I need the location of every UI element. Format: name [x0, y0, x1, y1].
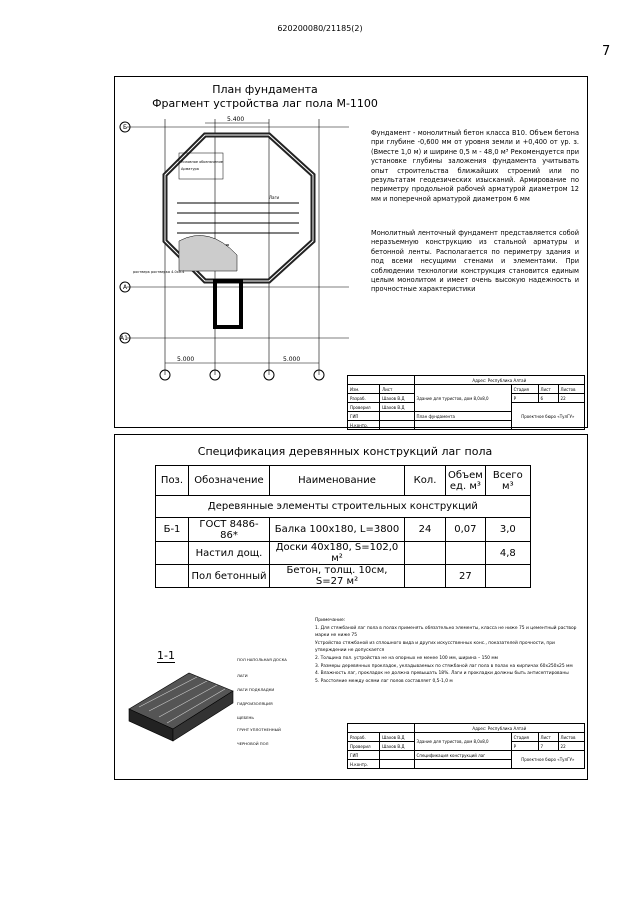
axis-a1-label: А1	[120, 335, 128, 342]
section-label: 1-1	[157, 649, 175, 662]
spec-head: Всего м³	[485, 466, 530, 496]
foundation-note: ростверк ростверка 4.0x0.4	[133, 270, 185, 274]
note-line: Примечание:	[315, 618, 346, 623]
spec-cell: Балка 100x180, L=3800	[270, 518, 405, 542]
tb-cell: Шахов В.Д	[380, 742, 414, 751]
spec-cell	[485, 565, 530, 588]
spec-cell	[156, 565, 189, 588]
layer-label: ГИДРОИЗОЛЯЦИЯ	[237, 701, 273, 706]
dim-total: 5.400	[227, 116, 245, 123]
tb-cell: ГИП	[348, 751, 380, 760]
tb-cell: Лист	[380, 385, 414, 394]
spec-title: Спецификация деревянных конструкций лаг пола	[197, 445, 493, 458]
notes-block	[315, 617, 579, 685]
specification-sheet	[114, 434, 588, 780]
axis-a-label: А	[123, 284, 128, 291]
tb-cell: Шахов В.Д	[380, 394, 414, 403]
stage-head: Стадия	[511, 733, 538, 742]
foundation-plan-sheet	[114, 76, 588, 428]
foundation-description: Фундамент - монолитный бетон класса В10. Объем бетона при глубине -0,600 мм от уровня земли и +0,400 от ур. з. (Вместе 1,0 м) и ширине 0,5 м - 48,0 м³ Рекомендуется при установке глубины заложения фундамента учитывать опыт строительства ближайших строений или по результатам геодезических изысканий. Армирование по периметру продольной рабочей арматурой диаметром 12 мм и поперечной арматурой диаметром 6 мм	[371, 129, 579, 203]
tb-cell: Н.контр.	[348, 421, 380, 430]
axis-b-label: Б	[123, 124, 128, 131]
plan-title: План фундамента	[212, 83, 318, 96]
lag-note: Лаги	[269, 195, 280, 200]
note-line: 1. Для стяжбаной лаг пола в полах применять обязательно элементы, класса не ниже 75 и цементный раствор марки не ниже 75	[315, 625, 577, 639]
sheets-val: 22	[558, 742, 584, 751]
spec-cell: ГОСТ 8486-86*	[189, 518, 270, 542]
spec-cell: Пол бетонный	[189, 565, 270, 588]
tb-cell: Проверил	[348, 403, 380, 412]
spec-head: Объем ед. м³	[446, 466, 486, 496]
sheets-val: 22	[558, 394, 584, 403]
note-line: 2. Толщина пол. устройства не на опорных не менее 100 мм, ширина – 150 мм	[315, 655, 498, 661]
floor-section-drawing	[125, 661, 237, 753]
note-line: 3. Размеры деревянных прокладок, укладываемых по стяжбаной лаг пола в полах на кирпичах 60x250x25 мм	[315, 663, 573, 669]
tb-cell: Проверил	[348, 742, 380, 751]
spec-cell: 24	[405, 518, 446, 542]
note-line: 5. Расстояние между осями лаг полов составляет 0,5-1,0 м	[315, 678, 453, 684]
title-block	[347, 723, 585, 769]
layer-label: ЧЕРНОВОЙ ПОЛ	[237, 741, 269, 746]
tb-cell: ГИП	[348, 412, 380, 421]
tb-cell: Разраб.	[348, 733, 380, 742]
dim-left: 5.000	[177, 356, 195, 363]
arm-note: Арматура	[181, 167, 199, 171]
title-block	[347, 375, 585, 430]
monolith-description: Монолитный ленточный фундамент представляется собой неразъемную конструкцию из стальной арматуры и бетонной ленты. Располагается по периметру здания и под всеми несущими стенами и элементами. При соблюдении технологии конструкция становится единым целым монолитом и имеет очень высокую надежность и прочностные характеристики	[371, 229, 579, 294]
spec-cell: 27	[446, 565, 486, 588]
spec-cell	[446, 542, 486, 565]
drawing-name: Спецификация конструкций лаг	[414, 751, 511, 760]
layer-label: ЩЕБЕНЬ	[237, 715, 255, 720]
sheet-val: 6	[538, 394, 558, 403]
dim-right: 5.000	[283, 356, 301, 363]
tb-cell: Шахов В.Д	[380, 403, 414, 412]
spec-cell: Б-1	[156, 518, 189, 542]
stage-val: Р	[511, 394, 538, 403]
spec-section: Деревянные элементы строительных конструкций	[156, 496, 531, 518]
project-name: Здание для туристов, дом 8,0x8,0	[414, 733, 511, 751]
tb-cell: Разраб.	[348, 394, 380, 403]
layer-label: ЛАГИ ПОДКЛАДКИ	[237, 687, 275, 692]
cad-note: Условное обозначение	[181, 160, 223, 164]
spec-cell: 0,07	[446, 518, 486, 542]
layer-label: ПОЛ НАПОЛЬНАЯ ДОСКА	[237, 657, 287, 662]
document-number: 620200080/21185(2)	[277, 24, 363, 33]
org-name: Проектное бюро «ТулГУ»	[511, 751, 584, 769]
spec-cell: Бетон, толщ. 10см, S=27 м²	[270, 565, 405, 588]
layer-label: ГРУНТ УПЛОТНЕННЫЙ	[237, 727, 281, 732]
sheets-head: Листов	[558, 385, 584, 394]
note-line: 4. Влажность лаг, прокладок не должна превышать 18%. Лаги и прокладки должны быть антисептированы	[315, 671, 569, 677]
note-line: Устройство стяжбаной из сплошного вида и других искусственных конс., показателей прочности, при утверждении не допускается	[315, 640, 555, 654]
org-name: Проектное бюро «ТулГУ»	[511, 403, 584, 430]
spec-head: Поз.	[156, 466, 189, 496]
project-name: Здание для туристов, дом 8,0x8,0	[414, 385, 511, 412]
page-number: 7	[602, 44, 611, 59]
spec-head: Кол.	[405, 466, 446, 496]
spec-cell: Доски 40x180, S=102,0 м²	[270, 542, 405, 565]
tb-cell: Н.контр.	[348, 760, 380, 769]
stage-val: Р	[511, 742, 538, 751]
spec-head: Обозначение	[189, 466, 270, 496]
spec-cell: 4,8	[485, 542, 530, 565]
address-cell: Адрес: Республика Алтай	[414, 376, 584, 385]
stage-head: Стадия	[511, 385, 538, 394]
spec-cell	[405, 542, 446, 565]
plan-subtitle: Фрагмент устройства лаг пола М-1100	[152, 97, 378, 110]
sheet-head: Лист	[538, 385, 558, 394]
spec-cell: Настил дощ.	[189, 542, 270, 565]
spec-cell: 3,0	[485, 518, 530, 542]
tb-cell: Шахов В.Д	[380, 733, 414, 742]
sheets-head: Листов	[558, 733, 584, 742]
tb-cell: Изм.	[348, 385, 380, 394]
drawing-name: План фундамента	[414, 412, 511, 421]
spec-cell	[156, 542, 189, 565]
spec-head: Наименование	[270, 466, 405, 496]
address-cell: Адрес: Республика Алтай	[414, 724, 584, 733]
sheet-head: Лист	[538, 733, 558, 742]
spec-cell	[405, 565, 446, 588]
sheet-val: 7	[538, 742, 558, 751]
foundation-plan-drawing	[119, 113, 359, 383]
spec-table	[155, 465, 531, 588]
layer-label: ЛАГИ	[237, 673, 248, 678]
